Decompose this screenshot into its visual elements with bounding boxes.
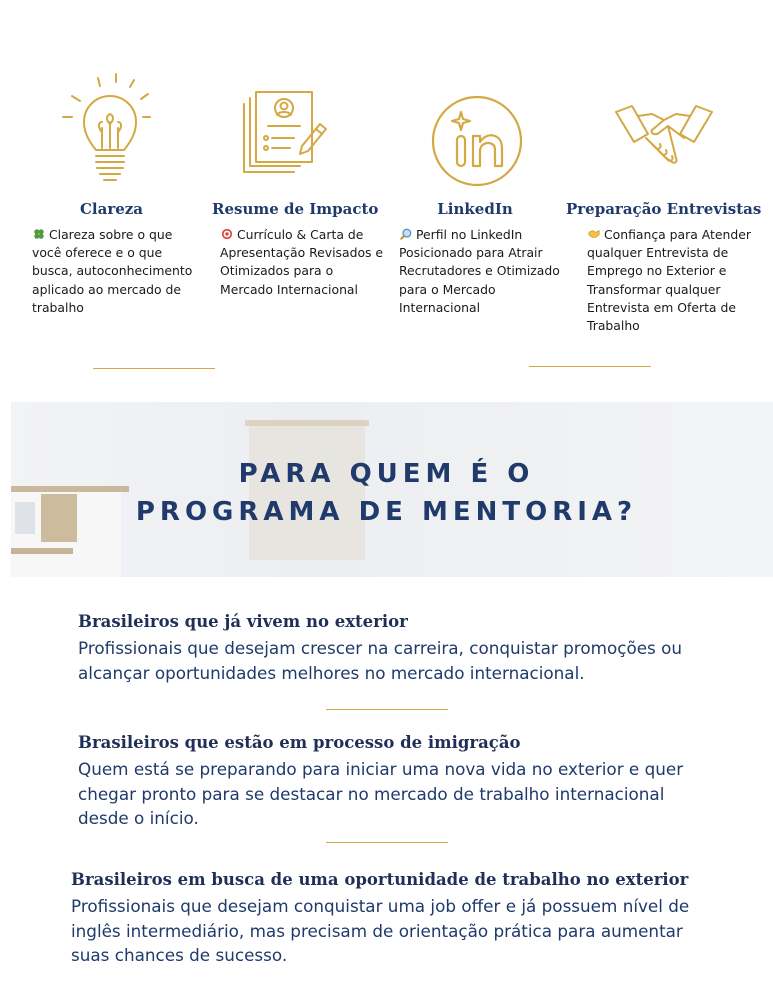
- lightbulb-icon: [58, 72, 158, 187]
- feature-text: Confiança para Atender qualquer Entrevista de Emprego no Exterior e Transformar qualquer Entrevista em Oferta de Trabalho: [587, 227, 751, 334]
- handshake-icon: [612, 104, 716, 170]
- feature-title-linkedin: LinkedIn: [437, 200, 513, 218]
- divider-line: [326, 842, 448, 843]
- banner-title: [0, 455, 773, 531]
- feature-description-entrevistas: [587, 226, 759, 335]
- magnifier-icon: [399, 228, 413, 240]
- target-icon: [220, 228, 234, 240]
- resume-document-icon: [232, 88, 332, 188]
- feature-text: Clareza sobre o que você oferece e o que busca, autoconhecimento aplicado ao mercado de trabalho: [32, 227, 193, 315]
- feature-title-entrevistas: Preparação Entrevistas: [566, 200, 762, 218]
- feature-title-resume: Resume de Impacto: [212, 200, 379, 218]
- audience-title-3: Brasileiros em busca de uma oportunidade de trabalho no exterior: [71, 870, 689, 889]
- banner-title-line2: PROGRAMA DE MENTORIA?: [135, 497, 638, 527]
- feature-text: Currículo & Carta de Apresentação Revisados e Otimizados para o Mercado Internacional: [220, 227, 384, 297]
- divider-line: [326, 709, 448, 710]
- banner-frame-rod: [245, 420, 369, 426]
- handshake-emoji-icon: [587, 228, 601, 240]
- audience-title-1: Brasileiros que já vivem no exterior: [78, 612, 408, 631]
- feature-text: Perfil no LinkedIn Posicionado para Atrair Recrutadores e Otimizado para o Mercado Internacional: [399, 227, 560, 315]
- audience-title-2: Brasileiros que estão em processo de imigração: [78, 733, 521, 752]
- feature-title-clareza: Clareza: [79, 200, 144, 218]
- clover-icon: [32, 228, 46, 240]
- feature-description-clareza: [32, 226, 202, 317]
- divider-line: [529, 366, 651, 367]
- linkedin-icon: [430, 94, 524, 188]
- divider-line: [93, 368, 215, 369]
- audience-description-1: Profissionais que desejam crescer na carreira, conquistar promoções ou alcançar oportunidades melhores no mercado internacional.: [78, 638, 683, 683]
- banner-title-line1: PARA QUEM É O: [238, 459, 535, 489]
- feature-description-resume: [220, 226, 385, 299]
- feature-description-linkedin: [399, 226, 564, 317]
- audience-description-3: Profissionais que desejam conquistar uma job offer e já possuem nível de inglês intermediário, mas precisam de orientação prática para aumentar suas chances de sucesso.: [71, 896, 690, 965]
- banner-shelf-base: [11, 548, 73, 554]
- audience-description-2: Quem está se preparando para iniciar uma nova vida no exterior e quer chegar pronto para se destacar no mercado de trabalho internacional desde o início.: [78, 759, 684, 828]
